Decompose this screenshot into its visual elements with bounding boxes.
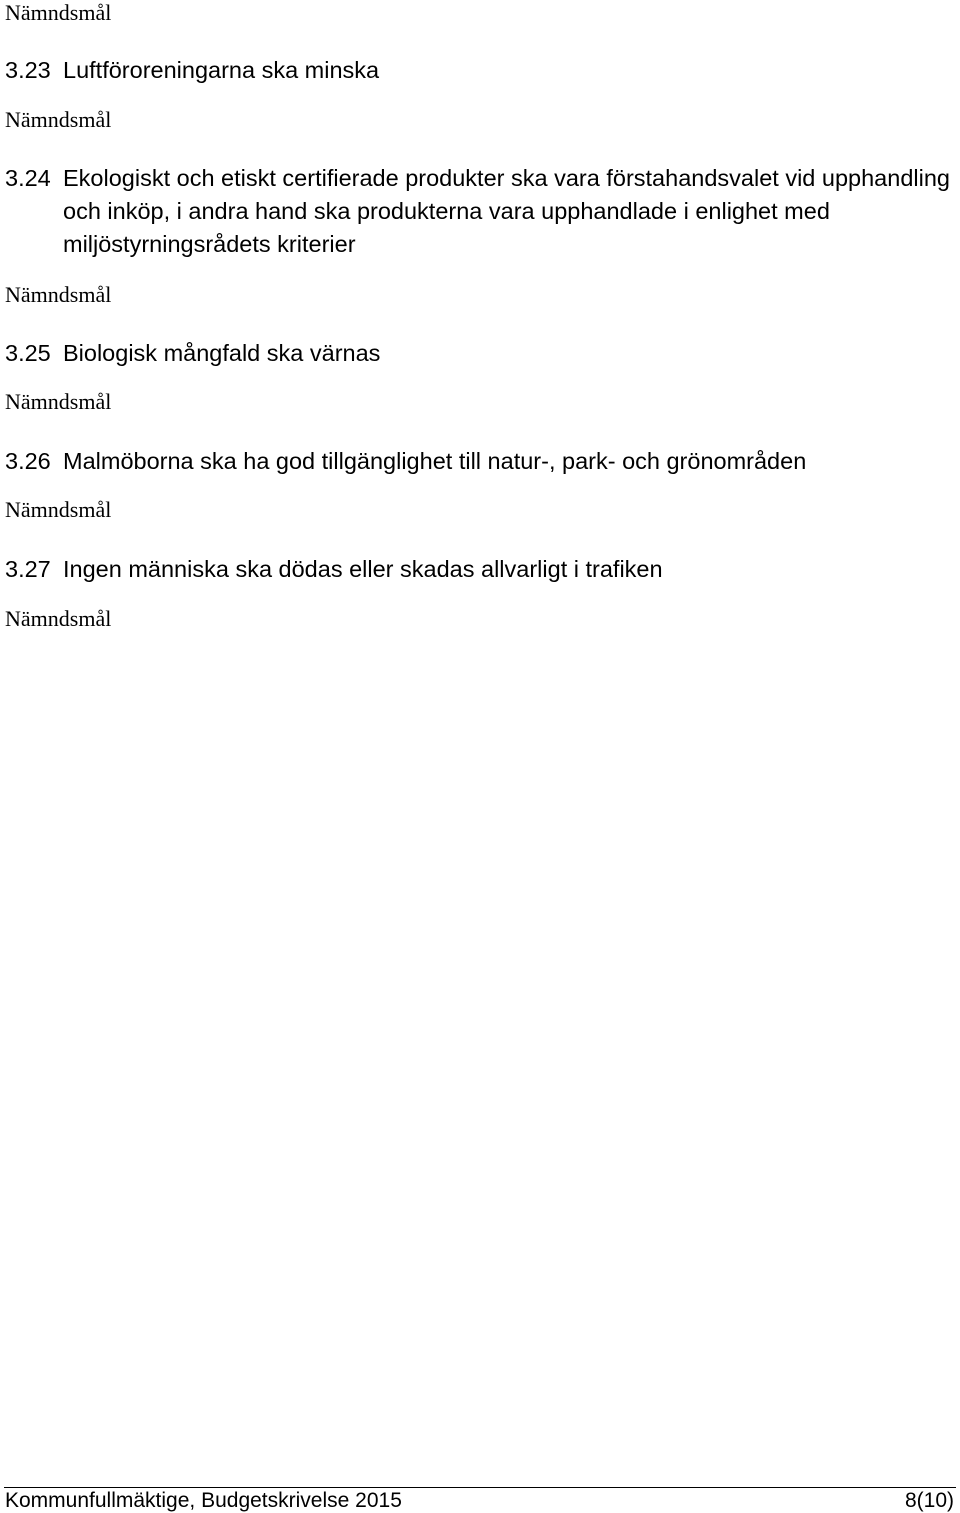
goal-title: Ingen människa ska dödas eller skadas allvarligt i trafiken xyxy=(63,556,663,582)
footer-page-number: 8(10) xyxy=(904,1489,954,1512)
goal-number: 3.26 xyxy=(5,448,51,474)
footer-document-title: Kommunfullmäktige, Budgetskrivelse 2015 xyxy=(5,1489,402,1512)
goal-heading-3-23 xyxy=(5,54,379,87)
goal-number: 3.27 xyxy=(5,556,51,582)
section-label: Nämndsmål xyxy=(5,389,112,414)
goal-heading-3-25 xyxy=(5,337,380,370)
goal-heading-3-27 xyxy=(5,553,663,586)
goal-number: 3.23 xyxy=(5,57,51,83)
footer-divider xyxy=(4,1487,956,1488)
section-label: Nämndsmål xyxy=(5,497,112,522)
section-label: Nämndsmål xyxy=(5,282,112,307)
section-label: Nämndsmål xyxy=(5,606,112,631)
goal-title: Ekologiskt och etiskt certifierade produkter ska vara förstahandsvalet vid upphandling och inköp, i andra hand ska produkterna vara upphandlade i enlighet med miljöstyrningsrådets kriterier xyxy=(63,165,950,257)
section-label: Nämndsmål xyxy=(5,107,112,132)
goal-number: 3.24 xyxy=(5,165,51,191)
goal-title: Malmöborna ska ha god tillgänglighet till natur-, park- och grönområden xyxy=(63,448,807,474)
goal-title: Biologisk mångfald ska värnas xyxy=(63,340,381,366)
goal-title: Luftföroreningarna ska minska xyxy=(63,57,380,83)
goal-heading-3-26 xyxy=(5,445,806,478)
section-label: Nämndsmål xyxy=(5,0,112,25)
goal-heading-3-24 xyxy=(5,162,955,261)
goal-number: 3.25 xyxy=(5,340,51,366)
